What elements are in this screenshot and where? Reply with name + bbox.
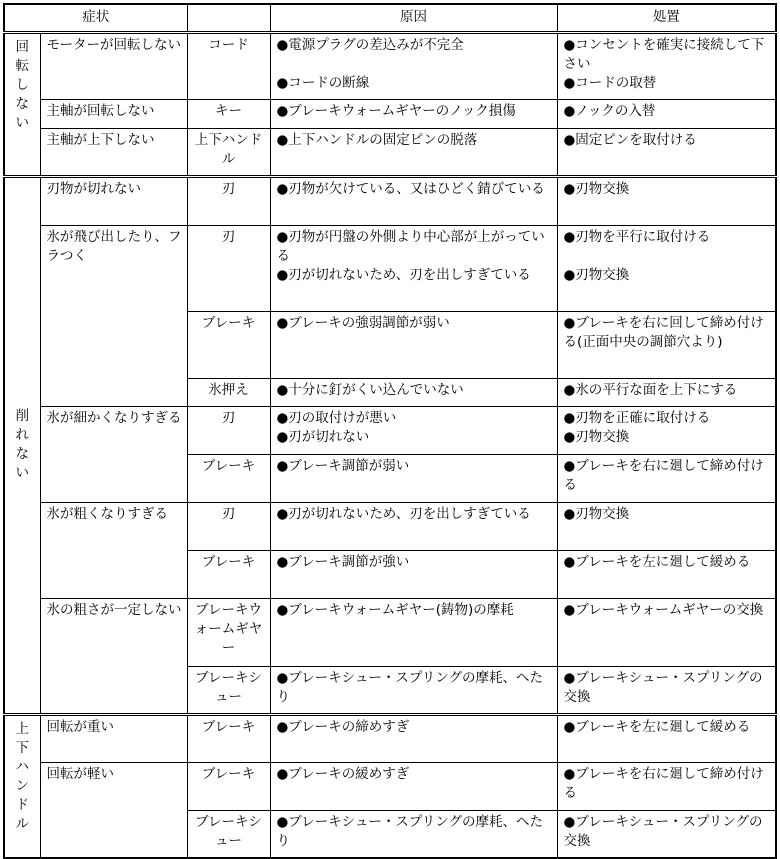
cause-cell: ●ブレーキの緩めすぎ xyxy=(270,762,557,810)
cause-cell: ●上下ハンドルの固定ピンの脱落 xyxy=(270,128,557,176)
symptom-cell: 氷が飛び出したり、フラつく xyxy=(40,225,187,406)
cause-line: ●刃が切れないため、刃を出しすぎている xyxy=(276,266,531,283)
table-row xyxy=(4,99,776,128)
remedy-cell: ●固定ピンを取付ける xyxy=(557,128,776,176)
cause-cell: ●刃が切れないため、刃を出しすぎている xyxy=(270,502,557,550)
cause-line: ●刃の取付けが悪い xyxy=(276,409,397,426)
header-cause: 原因 xyxy=(270,4,557,32)
cause-cell: ●十分に釘がくい込んでいない xyxy=(270,378,557,406)
category-no-shaving: 削れない xyxy=(4,176,40,714)
cause-cell xyxy=(270,406,557,454)
part-cell: ブレーキ xyxy=(187,311,270,378)
cause-cell: ●ブレーキシュー・スプリングの摩耗、へたり xyxy=(270,810,557,858)
remedy-line: ●コードの取替 xyxy=(563,74,657,91)
part-cell: 上下ハンドル xyxy=(187,128,270,176)
cause-cell: ●ブレーキウォームギヤー(鋳物)の摩耗 xyxy=(270,598,557,666)
remedy-cell: ●ブレーキシュー・スプリングの交換 xyxy=(557,810,776,858)
remedy-cell: ●刃物交換 xyxy=(557,176,776,225)
cause-cell: ●ブレーキウォームギヤーのノック損傷 xyxy=(270,99,557,128)
remedy-line: ●刃物を平行に取付ける xyxy=(563,228,711,245)
remedy-line: ●刃物交換 xyxy=(563,266,630,283)
symptom-cell: 回転が重い xyxy=(40,714,187,762)
remedy-cell xyxy=(557,406,776,454)
part-cell: 刃 xyxy=(187,502,270,550)
table-row xyxy=(4,225,776,311)
header-part xyxy=(187,4,270,32)
remedy-cell: ●ブレーキウォームギヤーの交換 xyxy=(557,598,776,666)
part-cell: ブレーキシュー xyxy=(187,810,270,858)
part-cell: キー xyxy=(187,99,270,128)
part-cell: ブレーキ xyxy=(187,762,270,810)
part-cell: ブレーキ xyxy=(187,454,270,502)
remedy-line: ●刃物を正確に取付ける xyxy=(563,409,711,426)
cause-line: ●電源プラグの差込みが不完全 xyxy=(276,36,464,53)
remedy-cell: ●氷の平行な面を上下にする xyxy=(557,378,776,406)
symptom-cell: 氷の粗さが一定しない xyxy=(40,598,187,714)
symptom-cell: モーターが回転しない xyxy=(40,32,187,99)
part-cell: ブレーキシュー xyxy=(187,666,270,714)
cause-cell: ●刃物が欠けている、又はひどく錆びている xyxy=(270,176,557,225)
symptom-cell: 刃物が切れない xyxy=(40,176,187,225)
cause-cell: ●ブレーキの締めすぎ xyxy=(270,714,557,762)
remedy-cell: ●刃物交換 xyxy=(557,502,776,550)
cause-line: ●刃物が円盤の外側より中心部が上がっている xyxy=(276,228,545,264)
remedy-cell: ●ブレーキを右に廻して締め付ける xyxy=(557,762,776,810)
troubleshooting-table xyxy=(3,3,777,859)
remedy-cell: ●ノックの入替 xyxy=(557,99,776,128)
header-row xyxy=(4,4,776,32)
cause-cell xyxy=(270,225,557,311)
cause-line: ●コードの断線 xyxy=(276,74,370,91)
part-cell: ブレーキ xyxy=(187,550,270,598)
remedy-cell: ●ブレーキシュー・スプリングの交換 xyxy=(557,666,776,714)
remedy-cell xyxy=(557,32,776,99)
part-cell: コード xyxy=(187,32,270,99)
symptom-cell: 回転が軽い xyxy=(40,762,187,858)
remedy-cell: ●ブレーキを左に廻して緩める xyxy=(557,550,776,598)
header-symptom: 症状 xyxy=(4,4,187,32)
remedy-cell: ●ブレーキを左に廻して緩める xyxy=(557,714,776,762)
category-vertical-handle: 上下ハンドル xyxy=(4,714,40,858)
remedy-cell: ●ブレーキを右に廻して締め付ける xyxy=(557,454,776,502)
header-remedy: 処置 xyxy=(557,4,776,32)
symptom-cell: 主軸が上下しない xyxy=(40,128,187,176)
remedy-cell: ●ブレーキを右に回して締め付ける(正面中央の調節穴より) xyxy=(557,311,776,378)
part-cell: ブレーキウォームギヤー xyxy=(187,598,270,666)
cause-line: ●刃が切れない xyxy=(276,428,370,445)
cause-cell: ●ブレーキの強弱調節が弱い xyxy=(270,311,557,378)
part-cell: 氷押え xyxy=(187,378,270,406)
table-row xyxy=(4,714,776,762)
remedy-line: ●刃物交換 xyxy=(563,428,630,445)
table-row xyxy=(4,128,776,176)
remedy-line: ●コンセントを確実に接続して下さい xyxy=(563,36,765,72)
symptom-cell: 氷が粗くなりすぎる xyxy=(40,502,187,598)
cause-cell: ●ブレーキ調節が弱い xyxy=(270,454,557,502)
part-cell: 刃 xyxy=(187,225,270,311)
part-cell: 刃 xyxy=(187,406,270,454)
table-row xyxy=(4,762,776,810)
remedy-cell xyxy=(557,225,776,311)
symptom-cell: 氷が細かくなりすぎる xyxy=(40,406,187,502)
part-cell: 刃 xyxy=(187,176,270,225)
table-row xyxy=(4,502,776,550)
cause-cell: ●ブレーキ調節が強い xyxy=(270,550,557,598)
part-cell: ブレーキ xyxy=(187,714,270,762)
table-row xyxy=(4,32,776,99)
table-row xyxy=(4,406,776,454)
cause-cell xyxy=(270,32,557,99)
cause-cell: ●ブレーキシュー・スプリングの摩耗、へたり xyxy=(270,666,557,714)
table-row xyxy=(4,598,776,666)
category-no-rotation: 回転しない xyxy=(4,32,40,176)
table-row xyxy=(4,176,776,225)
symptom-cell: 主軸が回転しない xyxy=(40,99,187,128)
